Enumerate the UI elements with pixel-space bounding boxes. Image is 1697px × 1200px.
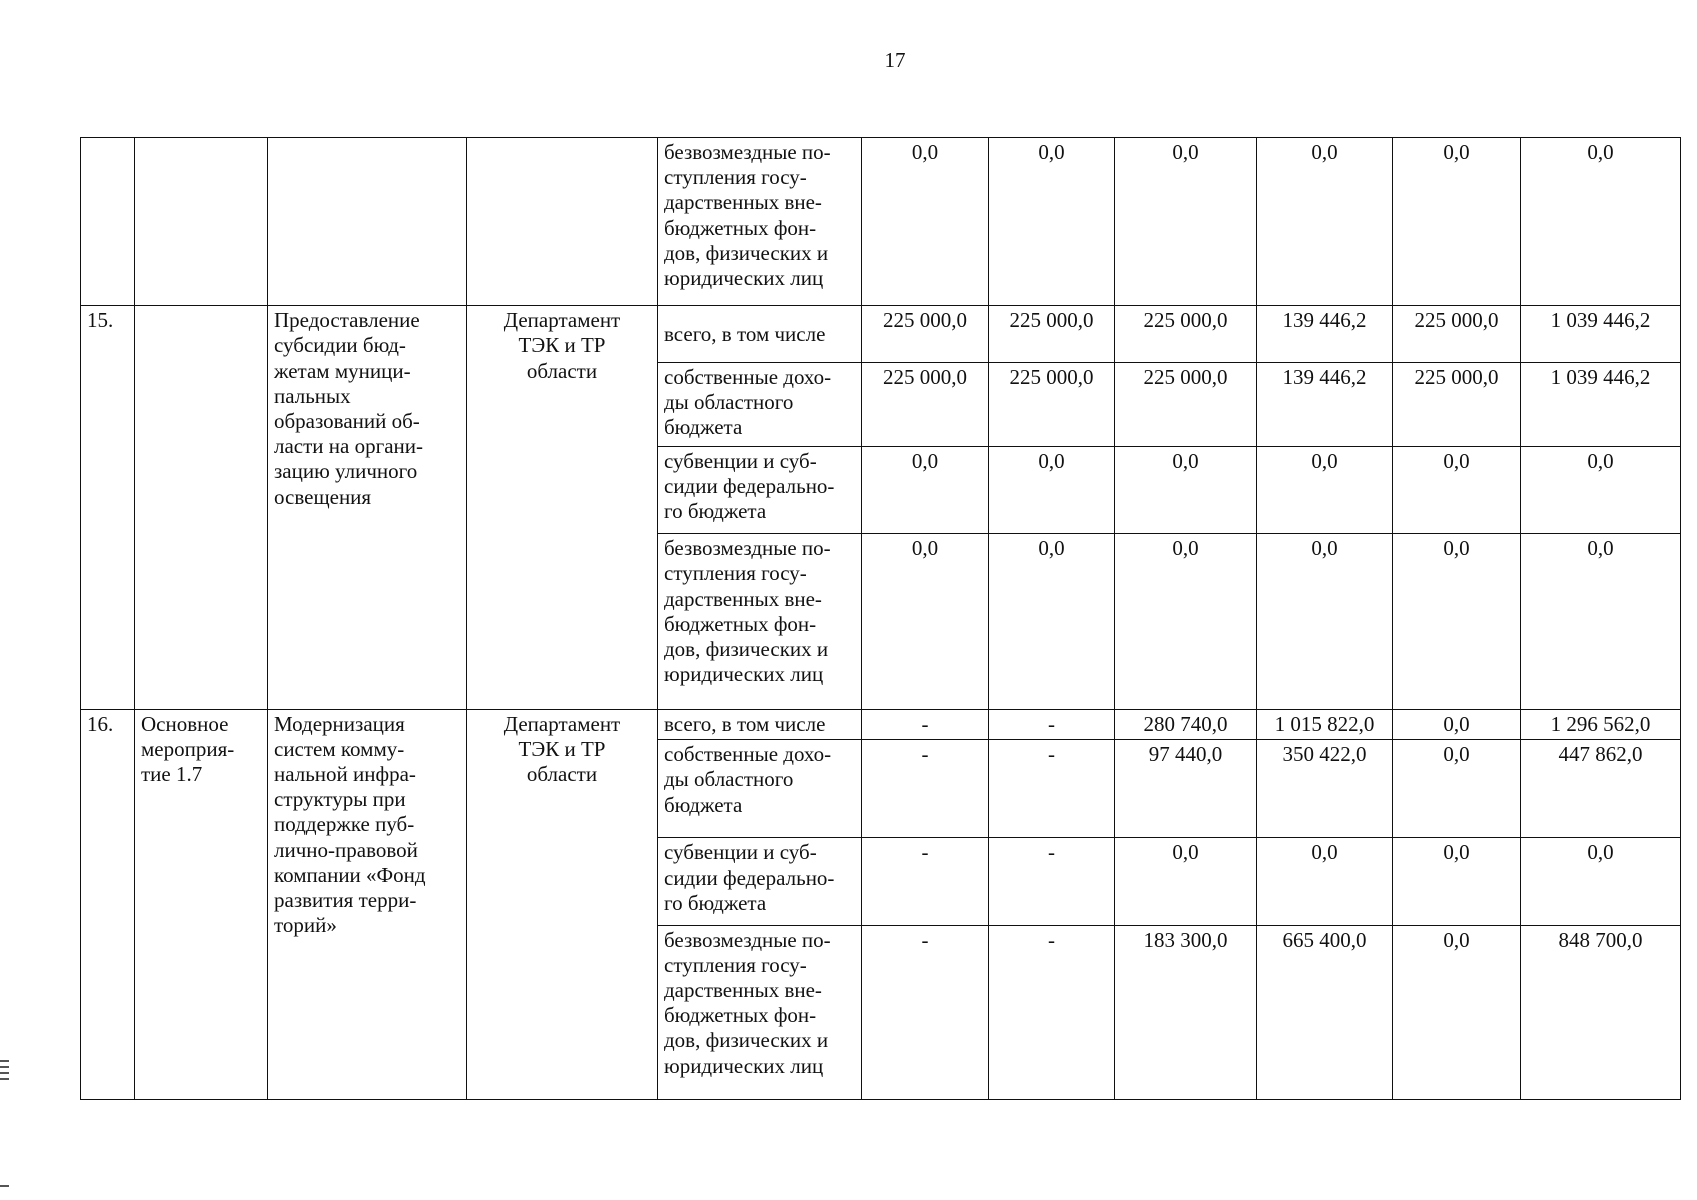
event-text: Основное мероприя- тие 1.7 <box>141 711 235 786</box>
page-number: 17 <box>884 48 906 72</box>
value-cell: 225 000,0 <box>1115 362 1257 446</box>
row-number: 16. <box>81 709 135 1099</box>
empty-cell <box>135 138 268 306</box>
value-cell: 0,0 <box>1521 138 1681 306</box>
value-cell: 139 446,2 <box>1257 306 1393 363</box>
scan-margin-marks <box>0 1060 10 1100</box>
value-cell: 0,0 <box>1115 534 1257 709</box>
measure-name: Предоставление субсидии бюд- жетам муници- пальных образований об- ласти на органи- зацию уличного освещения <box>274 308 423 509</box>
value-cell: - <box>989 709 1115 740</box>
empty-cell <box>268 138 467 306</box>
value-cell: 0,0 <box>1393 709 1521 740</box>
value-cell: 183 300,0 <box>1115 925 1257 1099</box>
funding-source-text: всего, в том числе <box>664 321 826 346</box>
scan-margin-dash <box>0 1185 9 1187</box>
value-cell: 280 740,0 <box>1115 709 1257 740</box>
value-cell: 0,0 <box>1521 838 1681 925</box>
funding-source-cell <box>658 925 862 1099</box>
value-cell: - <box>989 925 1115 1099</box>
value-cell: 665 400,0 <box>1257 925 1393 1099</box>
value-cell: 0,0 <box>1393 838 1521 925</box>
value-cell: 225 000,0 <box>1393 362 1521 446</box>
event-cell <box>135 709 268 1099</box>
value-cell: 1 015 822,0 <box>1257 709 1393 740</box>
funding-source-text: всего, в том числе <box>664 711 826 736</box>
department-name: Департамент ТЭК и ТР области <box>503 711 621 786</box>
value-cell: - <box>862 838 989 925</box>
row-number: 15. <box>81 306 135 709</box>
funding-source-cell <box>658 306 862 363</box>
value-cell: 225 000,0 <box>989 306 1115 363</box>
value-cell: - <box>989 740 1115 838</box>
value-cell: 139 446,2 <box>1257 362 1393 446</box>
funding-source-cell <box>658 362 862 446</box>
value-cell: 225 000,0 <box>1115 306 1257 363</box>
value-cell: - <box>862 925 989 1099</box>
value-cell: 0,0 <box>1521 447 1681 534</box>
value-cell: 0,0 <box>862 534 989 709</box>
value-cell: 350 422,0 <box>1257 740 1393 838</box>
value-cell: 0,0 <box>1521 534 1681 709</box>
value-cell: 225 000,0 <box>989 362 1115 446</box>
value-cell: 447 862,0 <box>1521 740 1681 838</box>
value-cell: 0,0 <box>1257 138 1393 306</box>
funding-source-cell <box>658 740 862 838</box>
value-cell: 0,0 <box>989 138 1115 306</box>
value-cell: 225 000,0 <box>1393 306 1521 363</box>
value-cell: 0,0 <box>1257 838 1393 925</box>
department-cell <box>467 306 658 709</box>
budget-table <box>80 137 1681 1100</box>
value-cell: 848 700,0 <box>1521 925 1681 1099</box>
value-cell: 0,0 <box>862 447 989 534</box>
value-cell: 0,0 <box>1257 447 1393 534</box>
value-cell: 0,0 <box>1393 925 1521 1099</box>
value-cell: 0,0 <box>989 447 1115 534</box>
value-cell: 0,0 <box>1115 447 1257 534</box>
value-cell: 0,0 <box>1257 534 1393 709</box>
value-cell: 0,0 <box>1115 838 1257 925</box>
value-cell: 97 440,0 <box>1115 740 1257 838</box>
value-cell: 225 000,0 <box>862 362 989 446</box>
table-row <box>81 138 1681 306</box>
funding-source-text: субвенции и суб- сидии федерально- го бюджета <box>664 449 835 524</box>
empty-cell <box>467 138 658 306</box>
value-cell: 0,0 <box>1115 138 1257 306</box>
value-cell: 225 000,0 <box>862 306 989 363</box>
funding-source-cell <box>658 138 862 306</box>
department-name: Департамент ТЭК и ТР области <box>503 308 621 383</box>
funding-source-cell <box>658 534 862 709</box>
funding-source-cell <box>658 709 862 740</box>
measure-name-cell <box>268 709 467 1099</box>
empty-cell <box>81 138 135 306</box>
event-cell <box>135 306 268 709</box>
measure-name-cell <box>268 306 467 709</box>
value-cell: - <box>862 709 989 740</box>
value-cell: 0,0 <box>989 534 1115 709</box>
table-row <box>81 306 1681 363</box>
table-row <box>81 709 1681 740</box>
value-cell: 1 039 446,2 <box>1521 306 1681 363</box>
value-cell: 1 039 446,2 <box>1521 362 1681 446</box>
measure-name: Модернизация систем комму- нальной инфра- структуры при поддержке пуб- лично-правовой компании «Фонд развития терри- торий» <box>274 711 426 938</box>
value-cell: 0,0 <box>862 138 989 306</box>
value-cell: - <box>862 740 989 838</box>
department-cell <box>467 709 658 1099</box>
funding-source-cell <box>658 447 862 534</box>
value-cell: 0,0 <box>1393 447 1521 534</box>
funding-source-text: субвенции и суб- сидии федерально- го бюджета <box>664 840 835 915</box>
funding-source-cell <box>658 838 862 925</box>
funding-source-text: безвозмездные по- ступления госу- дарственных вне- бюджетных фон- дов, физических и юридических лиц <box>664 140 831 290</box>
value-cell: 0,0 <box>1393 534 1521 709</box>
value-cell: 0,0 <box>1393 740 1521 838</box>
value-cell: - <box>989 838 1115 925</box>
value-cell: 1 296 562,0 <box>1521 709 1681 740</box>
funding-source-text: безвозмездные по- ступления госу- дарственных вне- бюджетных фон- дов, физических и юридических лиц <box>664 536 831 687</box>
funding-source-text: собственные дохо- ды областного бюджета <box>664 742 832 817</box>
funding-source-text: собственные дохо- ды областного бюджета <box>664 364 832 440</box>
value-cell: 0,0 <box>1393 138 1521 306</box>
funding-source-text: безвозмездные по- ступления госу- дарственных вне- бюджетных фон- дов, физических и юридических лиц <box>664 927 831 1078</box>
